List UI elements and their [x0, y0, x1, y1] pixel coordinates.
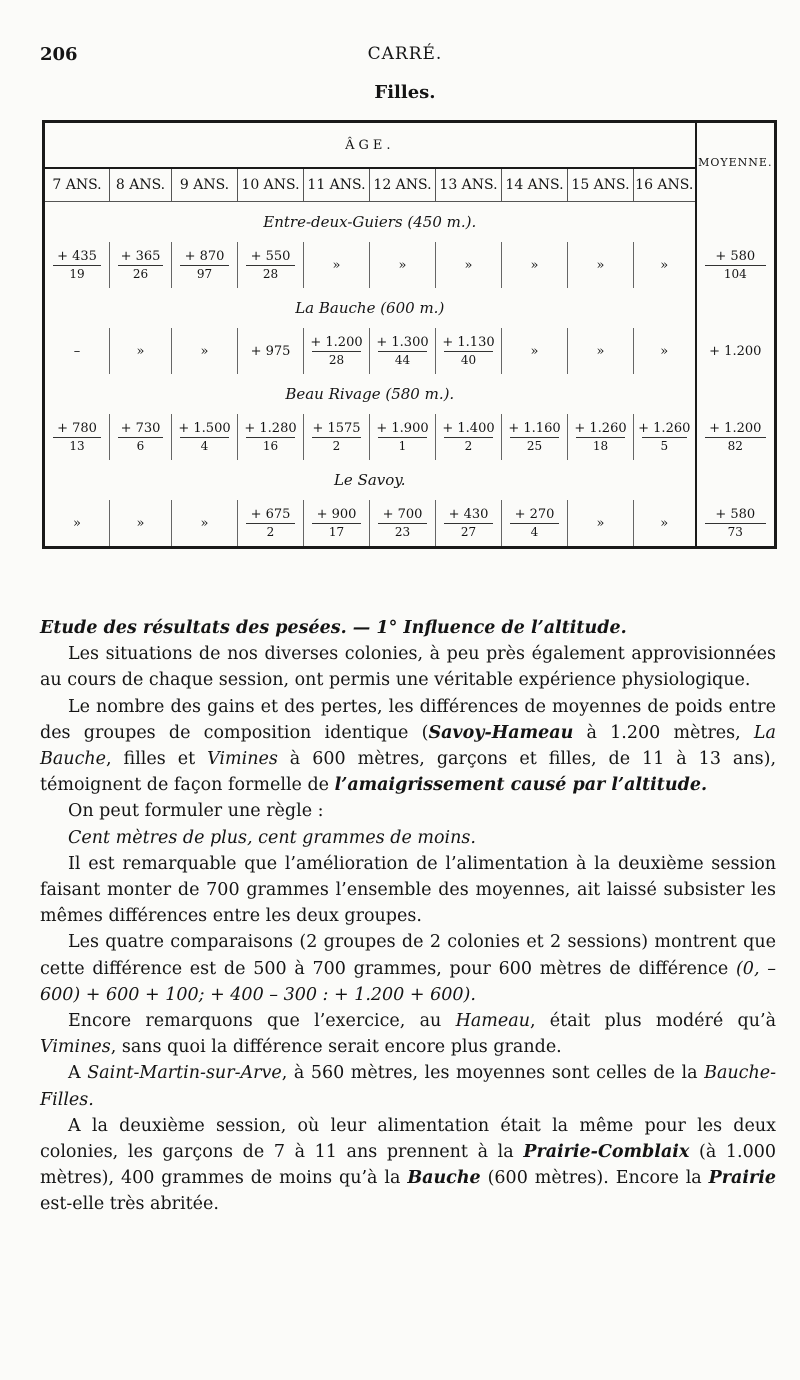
- age-column-header: 12 ANS.: [370, 168, 436, 202]
- cell-count: 13: [53, 437, 101, 454]
- mean-cell: [696, 242, 776, 288]
- cell-count: 82: [705, 437, 767, 454]
- cell-gain: + 435: [57, 248, 97, 264]
- cell-value: + 1.200: [709, 343, 762, 359]
- cell-gain: + 580: [715, 506, 756, 522]
- cell-count: 25: [510, 437, 559, 454]
- table-cell: [634, 328, 696, 374]
- cell-count: 2: [444, 437, 493, 454]
- cell-gain: + 1.900: [376, 420, 429, 436]
- cell-gain: + 550: [250, 248, 291, 264]
- age-columns-row: [44, 168, 776, 202]
- table-cell: [172, 242, 238, 288]
- cell-value: »: [136, 515, 145, 531]
- table-cell: [502, 500, 568, 548]
- table-body: [44, 202, 776, 548]
- table-row: [44, 414, 776, 460]
- cell-count: 27: [444, 523, 493, 540]
- table-cell: [44, 414, 110, 460]
- paragraph-4: Il est remarquable que l’amélioration de l’alimentation à la deuxième session faisant monter de 700 grammes l’ensemble des moyennes, ait laissé subsister les mêmes différences entre les deux groupes.: [40, 853, 776, 927]
- cell-value: »: [660, 343, 669, 359]
- table-cell: [44, 328, 110, 374]
- paragraph-6: Encore remarquons que l’exercice, au Hameau, était plus modéré qu’à Vimines, sans quoi la différence serait encore plus grande.: [40, 1011, 776, 1058]
- cell-gain: + 1.500: [178, 420, 231, 436]
- table-cell: [44, 242, 110, 288]
- table-cell: [110, 328, 172, 374]
- rule-statement: Cent mètres de plus, cent grammes de moins.: [68, 827, 476, 848]
- cell-count: 44: [378, 351, 427, 368]
- cell-value: »: [200, 343, 209, 359]
- table-cell: [370, 500, 436, 548]
- location-label: Beau Rivage (580 m.).: [285, 385, 455, 403]
- table-cell: [436, 242, 502, 288]
- cell-gain: + 1.260: [574, 420, 627, 436]
- mean-header: MOYENNE.: [696, 122, 776, 202]
- cell-value: »: [200, 515, 209, 531]
- table-cell: [502, 414, 568, 460]
- table-cell: [172, 500, 238, 548]
- cell-count: 2: [246, 523, 295, 540]
- cell-value: –: [73, 343, 81, 359]
- cell-count: 19: [53, 265, 101, 282]
- cell-value: »: [398, 257, 407, 273]
- mean-cell: [696, 414, 776, 460]
- cell-gain: + 365: [120, 248, 161, 264]
- cell-value: »: [530, 343, 539, 359]
- paragraph-3: On peut formuler une règle :: [68, 801, 324, 822]
- table-cell: [238, 242, 304, 288]
- age-column-header: 7 ANS.: [44, 168, 110, 202]
- table-cell: [502, 242, 568, 288]
- cell-gain: + 1.260: [638, 420, 691, 436]
- cell-value: »: [136, 343, 145, 359]
- running-title: CARRÉ.: [367, 44, 443, 64]
- table-cell: [110, 500, 172, 548]
- table-cell: [238, 500, 304, 548]
- page-number: 206: [40, 44, 78, 65]
- mean-cell: [696, 328, 776, 374]
- cell-value: + 975: [250, 343, 291, 359]
- location-label: Le Savoy.: [333, 471, 406, 489]
- cell-value: »: [596, 515, 605, 531]
- age-column-header: 10 ANS.: [238, 168, 304, 202]
- cell-count: 28: [246, 265, 295, 282]
- table-cell: [436, 414, 502, 460]
- table-cell: [110, 242, 172, 288]
- weight-table: [42, 120, 777, 549]
- table-cell: [110, 414, 172, 460]
- table-cell: [172, 414, 238, 460]
- age-column-header: 16 ANS.: [634, 168, 696, 202]
- cell-gain: + 675: [250, 506, 291, 522]
- mean-spacer: [696, 374, 776, 414]
- cell-count: 73: [705, 523, 767, 540]
- table-cell: [568, 328, 634, 374]
- paragraph-2: Le nombre des gains et des pertes, les différences de moyennes de poids entre des groupes de composition identique (Savoy-Hameau à 1.200 mètres, La Bauche, filles et Vimines à 600 mètres, garçons et filles, de 11 à 13 ans), témoignent de façon formelle de l’amaigrissement causé par l’altitude.: [40, 696, 777, 796]
- cell-gain: + 1575: [312, 420, 361, 436]
- cell-count: 40: [444, 351, 493, 368]
- section-heading: Etude des résultats des pesées. — 1° Influence de l’altitude.: [40, 618, 627, 638]
- cell-gain: + 1.400: [442, 420, 495, 436]
- table-cell: [238, 414, 304, 460]
- table-row: [44, 500, 776, 548]
- paragraph-7: A Saint-Martin-sur-Arve, à 560 mètres, les moyennes sont celles de la Bauche-Filles.: [40, 1063, 776, 1110]
- cell-count: 28: [312, 351, 361, 368]
- table-cell: [304, 328, 370, 374]
- age-column-header: 13 ANS.: [436, 168, 502, 202]
- cell-gain: + 780: [57, 420, 97, 436]
- age-column-header: 11 ANS.: [304, 168, 370, 202]
- cell-count: 104: [705, 265, 767, 282]
- cell-value: »: [596, 257, 605, 273]
- age-header: ÂGE.: [44, 122, 696, 169]
- cell-gain: + 900: [316, 506, 357, 522]
- age-column-header: 8 ANS.: [110, 168, 172, 202]
- cell-count: 2: [312, 437, 361, 454]
- table-cell: [568, 500, 634, 548]
- table-row: [44, 328, 776, 374]
- cell-count: 6: [118, 437, 163, 454]
- cell-gain: + 730: [120, 420, 161, 436]
- cell-gain: + 700: [382, 506, 423, 522]
- cell-gain: + 270: [514, 506, 555, 522]
- cell-value: »: [660, 257, 669, 273]
- cell-gain: + 430: [448, 506, 489, 522]
- mean-cell: [696, 500, 776, 548]
- table-cell: [238, 328, 304, 374]
- cell-gain: + 1.200: [709, 420, 762, 436]
- page-header: [40, 44, 770, 72]
- cell-count: 4: [180, 437, 229, 454]
- mean-spacer: [696, 288, 776, 328]
- cell-gain: + 580: [715, 248, 756, 264]
- paragraph-1: Les situations de nos diverses colonies, à peu près également approvisionnées au cours de chaque session, ont permis une véritable expérience physiologique.: [40, 644, 776, 691]
- age-column-header: 9 ANS.: [172, 168, 238, 202]
- table-cell: [634, 242, 696, 288]
- age-column-header: 15 ANS.: [568, 168, 634, 202]
- table-cell: [634, 500, 696, 548]
- mean-spacer: [696, 202, 776, 243]
- table-cell: [502, 328, 568, 374]
- age-column-header: 14 ANS.: [502, 168, 568, 202]
- table-cell: [634, 414, 696, 460]
- cell-gain: + 1.200: [310, 334, 363, 350]
- table-cell: [370, 414, 436, 460]
- table-cell: [172, 328, 238, 374]
- cell-value: »: [332, 257, 341, 273]
- cell-value: »: [596, 343, 605, 359]
- location-label: Entre-deux-Guiers (450 m.).: [263, 213, 477, 231]
- mean-spacer: [696, 460, 776, 500]
- table-cell: [44, 500, 110, 548]
- table-cell: [304, 414, 370, 460]
- cell-count: 18: [576, 437, 625, 454]
- table-cell: [370, 328, 436, 374]
- cell-gain: + 1.130: [442, 334, 495, 350]
- cell-count: 1: [378, 437, 427, 454]
- table-cell: [304, 242, 370, 288]
- body-text: [40, 615, 776, 1218]
- table-cell: [436, 328, 502, 374]
- table-cell: [568, 414, 634, 460]
- table-cell: [568, 242, 634, 288]
- paragraph-5: Les quatre comparaisons (2 groupes de 2 colonies et 2 sessions) montrent que cette différence est de 500 à 700 grammes, pour 600 mètres de différence (0, – 600) + 600 + 100; + 400 – 300 : + 1.200 + 600).: [40, 932, 777, 1005]
- cell-count: 23: [378, 523, 427, 540]
- table-cell: [436, 500, 502, 548]
- cell-count: 97: [180, 265, 229, 282]
- table-row: [44, 242, 776, 288]
- cell-value: »: [660, 515, 669, 531]
- location-label: La Bauche (600 m.): [295, 299, 445, 317]
- table-cell: [370, 242, 436, 288]
- paragraph-8: A la deuxième session, où leur alimentation était la même pour les deux colonies, les garçons de 7 à 11 ans prennent à la Prairie-Comblaix (à 1.000 mètres), 400 grammes de moins qu’à la Bauche (600 mètres). Encore la Prairie est-elle très abritée.: [40, 1115, 776, 1215]
- cell-count: 16: [246, 437, 295, 454]
- cell-value: »: [530, 257, 539, 273]
- cell-gain: + 1.300: [376, 334, 429, 350]
- table-subtitle: Filles.: [374, 82, 436, 103]
- cell-value: »: [73, 515, 81, 531]
- cell-value: »: [464, 257, 473, 273]
- cell-count: 26: [118, 265, 163, 282]
- cell-gain: + 1.280: [244, 420, 297, 436]
- cell-count: 4: [510, 523, 559, 540]
- cell-count: 5: [642, 437, 687, 454]
- cell-gain: + 1.160: [508, 420, 561, 436]
- table-cell: [304, 500, 370, 548]
- cell-gain: + 870: [184, 248, 225, 264]
- cell-count: 17: [312, 523, 361, 540]
